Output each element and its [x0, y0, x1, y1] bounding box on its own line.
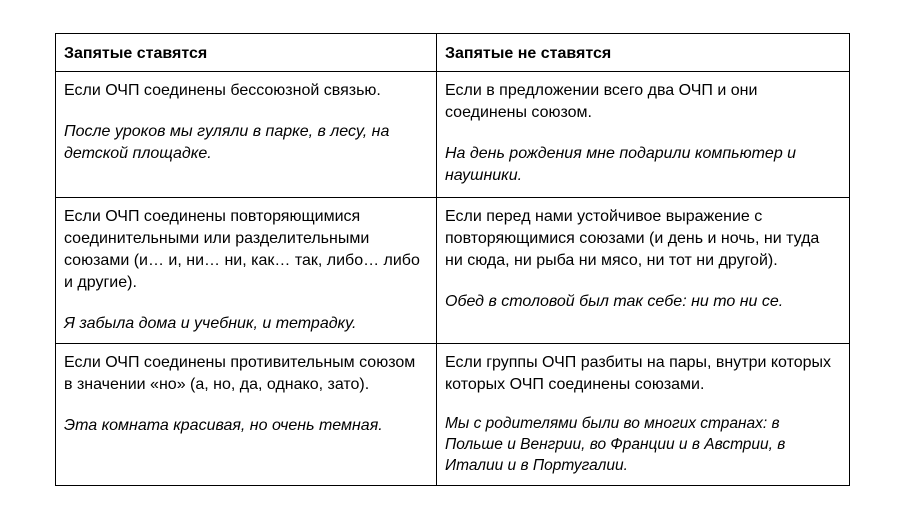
example-text: Я забыла дома и учебник, и тетрадку. [64, 315, 357, 332]
table-cell [437, 72, 850, 198]
table-row [56, 72, 850, 198]
example-text: На день рождения мне подарили компьютер и наушники. [445, 145, 797, 184]
table-cell [56, 72, 437, 198]
example-text: Мы с родителями были во многих странах: в Польше и Венгрии, во Франции и в Австрии, в Италии и в Португалии. [445, 415, 786, 474]
header-commas-placed: Запятые ставятся [56, 34, 437, 72]
comma-rules-table [55, 33, 850, 486]
table-cell [56, 198, 437, 344]
table-cell [437, 344, 850, 486]
example-text: После уроков мы гуляли в парке, в лесу, на детской площадке. [64, 123, 390, 162]
example-text: Эта комната красивая, но очень темная. [64, 417, 383, 434]
table-cell [56, 344, 437, 486]
rule-text: Если ОЧП соединены повторяющимися соединительными или разделительными союзами (и… и, ни… ни, как… так, либо… либо и другие). [64, 208, 420, 291]
header-commas-not-placed: Запятые не ставятся [437, 34, 850, 72]
table-header-row [56, 34, 850, 72]
rule-text: Если ОЧП соединены бессоюзной связью. [64, 82, 381, 99]
rule-text: Если ОЧП соединены противительным союзом в значении «но» (а, но, да, однако, зато). [64, 354, 416, 393]
rule-text: Если перед нами устойчивое выражение с повторяющимися союзами (и день и ночь, ни туда ни сюда, ни рыба ни мясо, ни тот ни другой). [445, 208, 820, 269]
rule-text: Если группы ОЧП разбиты на пары, внутри которых которых ОЧП соединены союзами. [445, 354, 832, 393]
table-cell [437, 198, 850, 344]
table-row [56, 344, 850, 486]
table-row [56, 198, 850, 344]
example-text: Обед в столовой был так себе: ни то ни се. [445, 293, 784, 310]
rule-text: Если в предложении всего два ОЧП и они соединены союзом. [445, 82, 758, 121]
